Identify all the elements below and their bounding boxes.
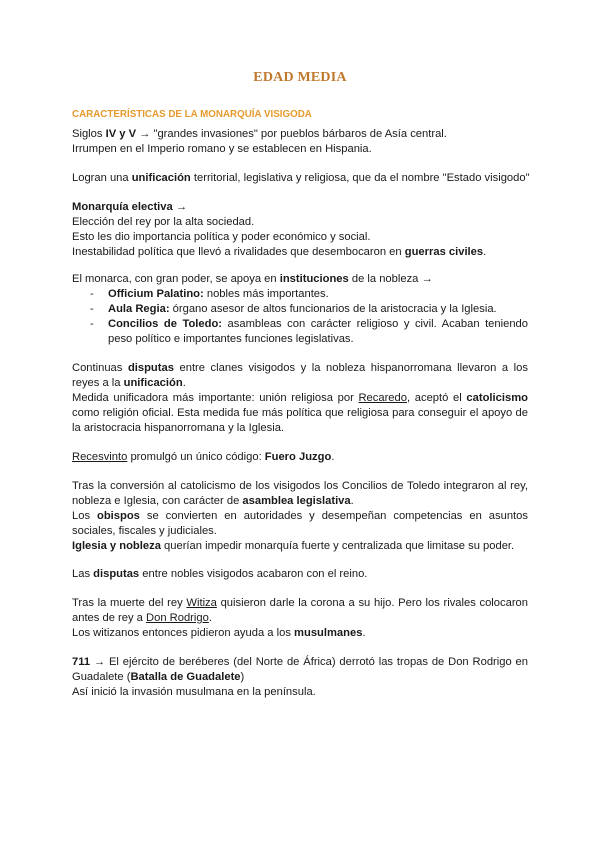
text: promulgó un único código:	[127, 451, 265, 463]
paragraph-unification	[72, 171, 528, 186]
text: Tras la muerte del rey	[72, 597, 187, 609]
text: asambleas con carácter religioso y civil. Acaban teniendo	[222, 318, 528, 330]
paragraph-fuero-juzgo	[72, 450, 528, 465]
dash-bullet: -	[90, 318, 94, 330]
bold-term: Batalla de Guadalete	[130, 671, 241, 683]
paragraph-councils	[72, 479, 528, 554]
text-line	[72, 567, 528, 582]
text: antes de rey a	[72, 612, 147, 624]
text: )	[240, 671, 245, 683]
arrow-icon: →	[172, 201, 188, 213]
text-line	[72, 670, 528, 685]
text-line	[72, 391, 528, 406]
paragraph-disputes-unification	[72, 361, 528, 436]
text: .	[483, 246, 487, 258]
document-page	[72, 0, 528, 848]
bold-term: disputas	[127, 362, 174, 374]
list-item	[72, 302, 528, 317]
text: de la nobleza →	[348, 273, 433, 285]
bold-term: catolicismo	[466, 392, 528, 404]
text: reyes a la	[72, 377, 124, 389]
text-line	[72, 376, 528, 391]
bold-term: guerras civiles	[404, 246, 484, 258]
text-line	[72, 171, 528, 186]
bold-term: Fuero Juzgo	[264, 451, 332, 463]
bold-term: Concilios de Toledo:	[108, 318, 223, 330]
bold-term: unificación	[123, 377, 183, 389]
text-line	[72, 655, 528, 670]
text: .	[362, 627, 366, 639]
text-line	[72, 272, 528, 287]
paragraph-institutions	[72, 272, 528, 347]
text: → "grandes invasiones" por pueblos bárbaros de Asía central.	[136, 128, 447, 140]
text-line: como religión oficial. Esta medida fue más política que religiosa para conseguir el apoyo de	[72, 407, 528, 419]
page-title: EDAD MEDIA	[253, 70, 347, 85]
section-heading: CARACTERÍSTICAS DE LA MONARQUÍA VISIGODA	[72, 109, 312, 120]
paragraph-elective-monarchy	[72, 200, 528, 260]
text: Medida unificadora más importante: unión religiosa por	[72, 392, 359, 404]
text-line	[72, 626, 528, 641]
underlined-name: Recesvinto	[72, 451, 128, 463]
text: , aceptó el	[406, 392, 467, 404]
text: .	[182, 377, 186, 389]
dash-bullet: -	[90, 303, 94, 315]
text-line: Elección del rey por la alta sociedad.	[72, 216, 255, 228]
text-line: Irrumpen en el Imperio romano y se establecen en Hispania.	[72, 143, 372, 155]
text-line	[72, 361, 528, 376]
paragraph-invasions	[72, 127, 528, 157]
text: Continuas	[72, 362, 128, 374]
text-line	[72, 596, 528, 611]
text-line	[72, 200, 528, 215]
paragraph-711	[72, 655, 528, 700]
text-line: Esto les dio importancia política y poder económico y social.	[72, 231, 371, 243]
bold-term: 711	[72, 656, 91, 668]
text-line	[72, 494, 528, 509]
text-line	[72, 509, 528, 524]
text: .	[331, 451, 335, 463]
institutions-list	[72, 287, 528, 347]
text: Inestabilidad política que llevó a rivalidades que desembocaron en	[72, 246, 405, 258]
text: órgano asesor de altos funcionarios de la aristocracia y la Iglesia.	[169, 303, 497, 315]
text: Los	[72, 510, 98, 522]
text: nobles más importantes.	[203, 288, 329, 300]
bold-term: Iglesia y nobleza	[72, 540, 161, 552]
text: Guadalete (	[72, 671, 131, 683]
bold-term: IV y V	[105, 128, 137, 140]
text-line: sociales, fiscales y judiciales.	[72, 525, 217, 537]
dash-bullet: -	[90, 288, 94, 300]
text: nobleza e Iglesia, con carácter de	[72, 495, 243, 507]
bold-term: Monarquía electiva	[72, 201, 173, 213]
underlined-name: Witiza	[186, 597, 217, 609]
paragraph-witiza	[72, 596, 528, 641]
text: Los witizanos entonces pidieron ayuda a los	[72, 627, 295, 639]
text-line	[72, 245, 528, 260]
text-line	[72, 611, 528, 626]
text-line	[72, 450, 528, 465]
bold-term: instituciones	[279, 273, 349, 285]
text-line: Tras la conversión al catolicismo de los visigodos los Concilios de Toledo integraron al rey,	[72, 480, 528, 492]
text: El monarca, con gran poder, se apoya en	[72, 273, 280, 285]
text-line	[72, 539, 528, 554]
underlined-name: Recaredo	[358, 392, 407, 404]
bold-term: Aula Regia:	[108, 303, 170, 315]
text: quisieron darle la corona a su hijo. Pero los rivales colocaron	[216, 597, 529, 609]
underlined-name: Don Rodrigo	[146, 612, 209, 624]
text-line: la aristocracia hispanorromana y la Iglesia.	[72, 422, 285, 434]
text: Las	[72, 568, 94, 580]
bold-term: obispos	[97, 510, 140, 522]
text-line	[72, 127, 528, 142]
text: Siglos	[72, 128, 106, 140]
bold-term: Officium Palatino:	[108, 288, 204, 300]
bold-term: unificación	[131, 172, 191, 184]
text-line: peso político e importantes funciones legislativas.	[108, 333, 354, 345]
bold-term: musulmanes	[294, 627, 363, 639]
bold-term: disputas	[93, 568, 140, 580]
paragraph-end-kingdom	[72, 567, 528, 582]
text: entre nobles visigodos acabaron con el reino.	[139, 568, 368, 580]
text: .	[350, 495, 354, 507]
text: → El ejército de beréberes (del Norte de África) derrotó las tropas de Don Rodrigo en	[90, 656, 528, 668]
text: entre clanes visigodos y la nobleza hispanorromana llevaron a los	[173, 362, 528, 374]
list-item	[72, 287, 528, 302]
list-item	[72, 317, 528, 347]
text: se convierten en autoridades y desempeñan competencias en asuntos	[139, 510, 528, 522]
text: querían impedir monarquía fuerte y centralizada que limitase su poder.	[160, 540, 515, 552]
text: .	[208, 612, 212, 624]
text-line	[108, 317, 528, 332]
text: Logran una	[72, 172, 132, 184]
text-line: Así inició la invasión musulmana en la península.	[72, 686, 316, 698]
bold-term: asamblea legislativa	[242, 495, 351, 507]
text: territorial, legislativa y religiosa, que da el nombre "Estado visigodo"	[190, 172, 530, 184]
